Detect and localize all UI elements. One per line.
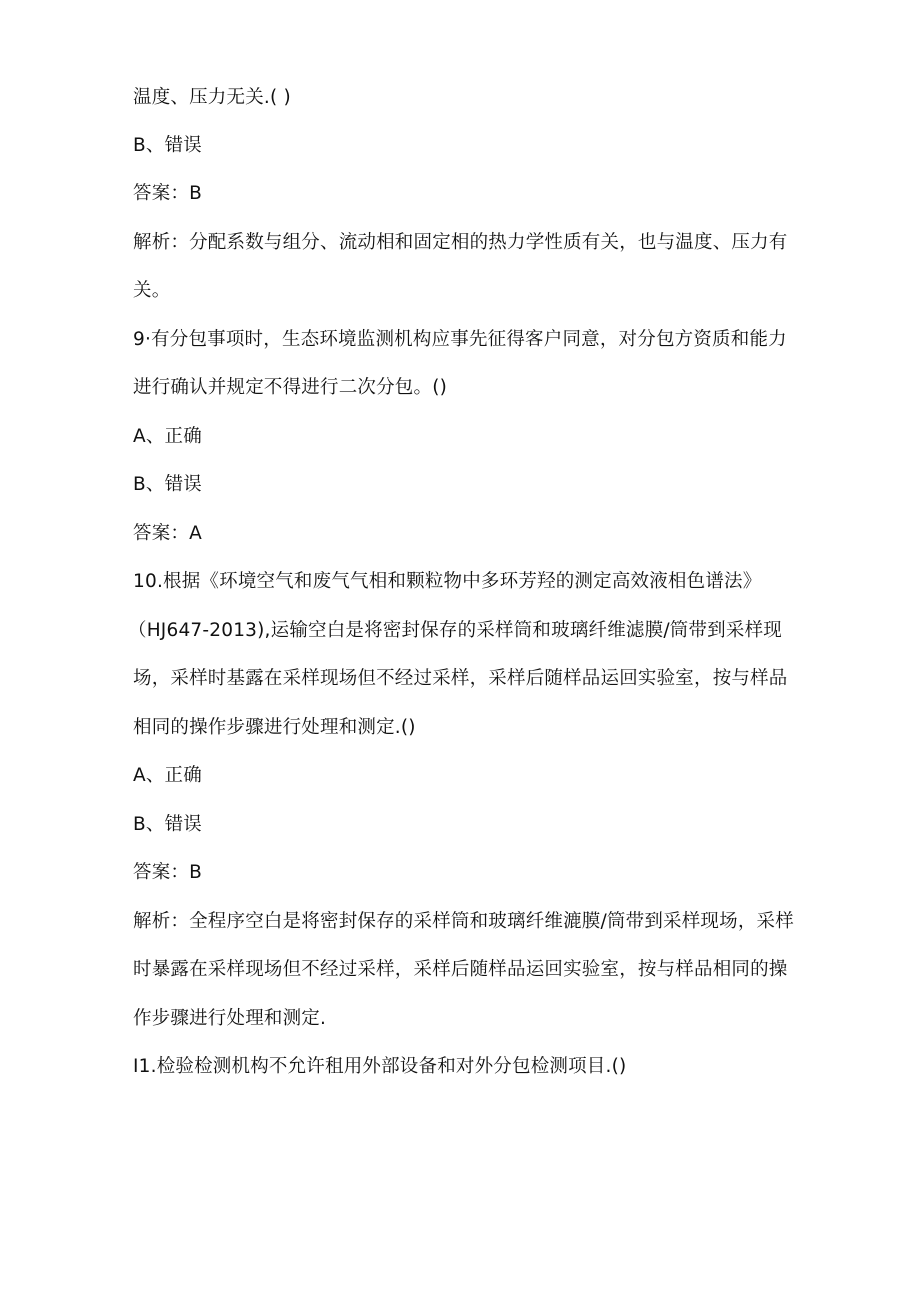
- question-text-continuation: 温度、压力无关.( ): [133, 87, 291, 108]
- option-b: B、错误: [133, 135, 202, 156]
- explanation-line: 解析：全程序空白是将密封保存的采样筒和玻璃纤维漉膜/筒带到采样现场，采样: [133, 911, 794, 932]
- explanation-line: 时暴露在采样现场但不经过采样，采样后随样品运回实验室，按与样品相同的操: [133, 959, 788, 980]
- question-10-line: 相同的操作步骤进行处理和测定.(): [133, 717, 416, 738]
- option-a: A、正确: [133, 765, 202, 786]
- explanation-line: 解析：分配系数与组分、流动相和固定相的热力学性质有关，也与温度、压力有: [133, 232, 788, 253]
- answer-line: 答案：B: [133, 862, 202, 883]
- question-10-line: （HJ647-2013),运输空白是将密封保存的采样筒和玻璃纤维滤膜/筒带到采样现: [128, 620, 782, 641]
- option-b: B、错误: [133, 814, 202, 835]
- question-10-line: 10.根据《环境空气和废气气相和颗粒物中多环芳羟的测定高效液相色谱法》: [133, 571, 762, 592]
- answer-line: 答案：A: [133, 523, 202, 544]
- option-b: B、错误: [133, 474, 202, 495]
- question-9-line: 9·有分包事项时，生态环境监测机构应事先征得客户同意，对分包方资质和能力: [133, 329, 787, 350]
- question-9-line: 进行确认并规定不得进行二次分包。(): [133, 377, 448, 398]
- explanation-line: 关。: [133, 280, 171, 301]
- option-a: A、正确: [133, 426, 202, 447]
- explanation-line: 作步骤进行处理和测定.: [133, 1008, 327, 1029]
- answer-line: 答案：B: [133, 183, 202, 204]
- question-10-line: 场，采样时基露在采样现场但不经过采样，采样后随样品运回实验室，按与样品: [133, 668, 788, 689]
- question-11-line: I1.检验检测机构不允许租用外部设备和对外分包检测项目.(): [133, 1056, 627, 1077]
